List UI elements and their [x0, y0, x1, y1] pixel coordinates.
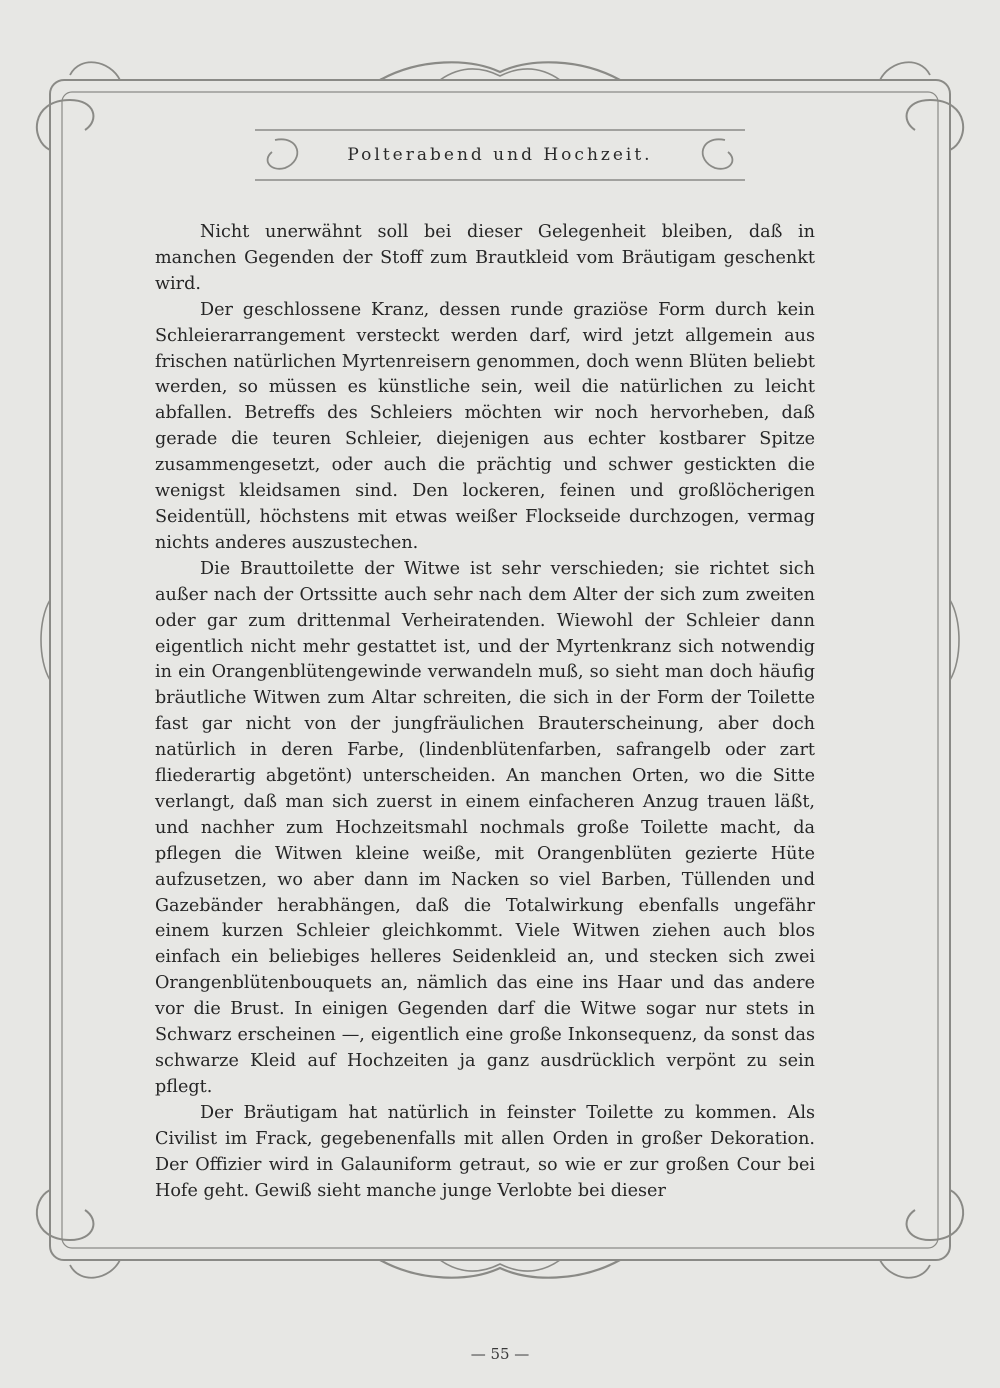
corner-ornament-top-left: [37, 100, 94, 150]
corner-ornament-bottom-right: [907, 1190, 964, 1240]
title-scroll-left: [268, 139, 298, 168]
paragraph: Die Brauttoilette der Witwe ist sehr verschieden; sie richtet sich außer nach der Ortssitte auch sehr nach dem Alter der sich zum zweiten oder gar zum drittenmal Verheiratenden. Wiewohl der Schleier dann eigentlich nicht mehr gestattet ist, und der Myrtenkranz sich notwendig in ein Orangenblütengewinde verwandeln muß, so sieht man doch häufig bräutliche Witwen zum Altar schreiten, die sich in der Form der Toilette fast gar nicht von der jungfräulichen Brauterscheinung, aber doch natürlich in deren Farbe, (lindenblütenfarben, safrangelb oder zart fliederartig abgetönt) unterscheiden. An manchen Orten, wo die Sitte verlangt, daß man sich zuerst in einem einfacheren Anzug trauen läßt, und nachher zum Hochzeitsmahl nochmals große Toilette macht, da pflegen die Witwen kleine weiße, mit Orangenblüten gezierte Hüte aufzusetzen, wo aber dann im Nacken so viel Barben, Tüllenden und Gazebänder herabhängen, daß die Totalwirkung ebenfalls ungefähr einem kurzen Schleier gleichkommt. Viele Witwen ziehen auch blos einfach ein beliebiges helleres Seidenkleid an, und stecken sich zwei Orangenblütenbouquets an, nämlich das eine ins Haar und das andere vor die Brust. In einigen Gegenden darf die Witwe sogar nur stets in Schwarz erscheinen —, eigentlich eine große Inkonsequenz, da sonst das schwarze Kleid auf Hochzeiten ja ganz ausdrücklich verpönt zu sein pflegt.: [155, 558, 815, 1097]
title-scroll-right: [703, 139, 733, 168]
side-ornament-right: [950, 600, 959, 680]
paragraph: Nicht unerwähnt soll bei dieser Gelegenheit bleiben, daß in manchen Gegenden der Stoff zum Brautkleid vom Bräutigam geschenkt wird.: [155, 222, 815, 294]
page-title: Polterabend und Hochzeit.: [347, 145, 653, 165]
corner-ornament-top-right: [907, 100, 964, 150]
paragraph: Der geschlossene Kranz, dessen runde graziöse Form durch kein Schleierarrangement versteckt werden darf, wird jetzt allgemein aus frischen natürlichen Myrtenreisern genommen, doch wenn Blüten beliebt werden, so müssen es künstliche sein, weil die natürlichen zu leicht abfallen. Betreffs des Schleiers möchten wir noch hervorheben, daß gerade die teuren Schleier, diejenigen aus echter kostbarer Spitze zusammengesetzt, oder auch die prächtig und schwer gestickten die wenigst kleidsamen sind. Den lockeren, feinen und großlöcherigen Seidentüll, höchstens mit etwas weißer Flockseide durchzogen, vermag nichts anderes auszustechen.: [155, 299, 815, 553]
top-scroll-ornament: [380, 62, 620, 80]
corner-ornament-bottom-left: [37, 1190, 94, 1240]
page-number: — 55 —: [470, 1345, 530, 1363]
paragraph: Der Bräutigam hat natürlich in feinster Toilette zu kommen. Als Civilist im Frack, gegebenenfalls mit allen Orden in großer Dekoration. Der Offizier wird in Galauniform getraut, so wie er zur großen Cour bei Hofe geht. Gewiß sieht manche junge Verlobte bei dieser: [155, 1102, 815, 1201]
side-ornament-left: [41, 600, 50, 680]
body-text: [155, 220, 815, 1204]
bottom-scroll-ornament: [380, 1260, 620, 1278]
